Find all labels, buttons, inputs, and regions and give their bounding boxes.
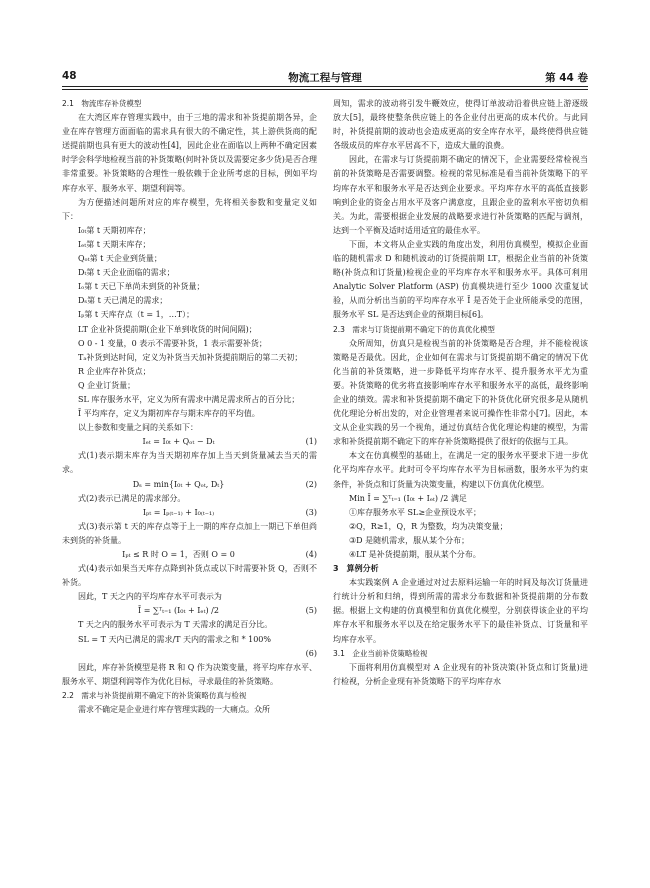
equation-formula: Iₚₜ ≤ R 时 O = 1，否则 O = 0 (122, 550, 235, 559)
paragraph: Min Ī = ∑ᵀₜ₌₁ (I₀ₜ + Iₑₜ) /2 满足 (349, 493, 467, 503)
definition-item: Iₒ第 t 天已下单尚未到货的补货量； (78, 282, 205, 292)
paragraph: 为方便描述问题所对应的库存模型，先将相关参数和变量定义如下： (62, 197, 317, 221)
header-rule-top (62, 86, 588, 87)
equation (62, 604, 317, 618)
section-heading: 3 算例分析 (333, 564, 379, 574)
definition-item: Dₜ第 t 天企业面临的需求； (78, 268, 175, 278)
journal-title: 物流工程与管理 (288, 72, 362, 84)
paragraph: 众所周知，仿真只是检视当前的补货策略是否合理，并不能检视该策略是否最优。因此，企业如何在需求与订货提前期不确定的情况下优化当前的补货策略，进一步降低平均库存水平、提升服务水平尤为重要。补货策略的优劣将直接影响库存水平和服务水平的高低，最终影响企业的绩效。需求和补货提前期不确定下的补货优化研究很多是从随机优化理论分析出发的，对企业管理者来说可操作性非常小[7]。因此，本文从企业实践的另一个视角，通过仿真结合优化理论构建的模型，为需求和补货提前期不确定下的库存补货策略提供了很好的依据与工具。 (333, 338, 588, 447)
paragraph: 下面，本文将从企业实践的角度出发，利用仿真模型，模拟企业面临的随机需求 D 和随机波动的订货提前期 LT，根据企业当前的补货策略(补货点和订货量)检视企业的平均库存水平和服务水平。具体可利用 Analytic Solver Platform (ASP) 仿真模块进行至少 1000 次重复试验，从而分析出当前的平均库存水平 Ī 是否处于企业所能承受的范围，服务水平 SL 是否达到企业的预期目标[6]。 (333, 239, 588, 320)
equation-number: (4) (305, 550, 317, 559)
equation-number: (3) (305, 507, 317, 517)
equation-formula: Ī = ∑ᵀₜ₌₁ (I₀ₜ + Iₑₜ) /2 (138, 606, 219, 616)
paragraph: SL = T 天内已满足的需求/T 天内的需求之和 * 100% (78, 634, 271, 644)
paragraph: 以上参数和变量之间的关系如下： (78, 423, 198, 433)
definition-item: SL 库存服务水平，定义为所有需求中满足需求所占的百分比； (78, 394, 300, 404)
subsection-heading: 3.1 企业当前补货策略检视 (333, 648, 428, 658)
equation-number: (6) (305, 648, 317, 658)
paragraph: 因此，T 天之内的平均库存水平可表示为 (78, 592, 222, 602)
paragraph: 因此，库存补货模型是将 R 和 Q 作为决策变量，将平均库存水平、服务水平、期望利润等作为优化目标，寻求最佳的补货策略。 (62, 662, 317, 686)
paragraph: 本文在仿真模型的基础上，在满足一定的服务水平要求下进一步优化平均库存水平。此时可令平均库存水平为目标函数，服务水平为约束条件，补货点和订货量为决策变量，构建以下仿真优化模型。 (333, 451, 588, 489)
paragraph: 本实践案例 A 企业通过对过去原料运输一年的时间及每次订货量进行统计分析和归纳，得到所需的需求分布数据和补货提前期的分布数据。根据上文构建的仿真模型和仿真优化模型，分别获得该企业的平均库存水平和服务水平以及在给定服务水平下的最佳补货点、订货量和平均库存水平。 (333, 578, 588, 644)
equation (62, 506, 317, 520)
paragraph: 需求不确定是企业进行库存管理实践的一大痛点。众所 (78, 705, 270, 715)
paragraph: 式(3)表示第 t 天的库存点等于上一期的库存点加上一期已下单但尚未到货的补货量。 (62, 521, 317, 545)
left-column (62, 97, 317, 717)
equation-number: (1) (305, 437, 317, 447)
paragraph: 因此，在需求与订货提前期不确定的情况下，企业需要经常检视当前的补货策略是否需要调整。检视的常见标准是看当前补货策略下的平均库存水平和服务水平是否达到企业要求。平均库存水平的高低直接影响到企业的资金占用水平及客户满意度，且跟企业的盈利水平密切负相关。为此，需要根据企业发展的战略要求进行补货策略的匹配与调剂，达到一个平衡及适时适用适宜的最佳水平。 (333, 155, 588, 235)
paragraph: 式(4)表示如果当天库存点降到补货点或以下时需要补货 Q，否则不补货。 (62, 564, 317, 588)
paragraph: 周知，需求的波动将引发牛鞭效应，使得订单波动沿着供应链上游逐级放大[5]，最终使整条供应链上的各企业付出更高的成本代价。与此同时，补货提前期的波动也会造成更高的安全库存水平，最终使得供应链各级成员的库存水平居高不下，造成大量的浪费。 (333, 99, 588, 151)
running-header (62, 68, 588, 86)
paragraph: 式(2)表示已满足的需求部分。 (78, 493, 186, 503)
definition-item: Iₑₜ第 t 天期末库存； (78, 239, 151, 249)
equation-number: (2) (305, 479, 317, 489)
paragraph: ④LT 是补货提前期，服从某个分布。 (349, 550, 481, 559)
equation (62, 478, 317, 492)
subsection-heading: 2.2 需求与补货提前期不确定下的补货策略仿真与检视 (62, 690, 247, 700)
definition-item: I₀ₜ第 t 天期初库存； (78, 225, 151, 235)
paragraph: 在大湾区库存管理实践中，由于三地的需求和补货提前期各异，企业在库存管理方面面临的需求具有很大的不确定性，其上游供货商的配送提前期也具有更大的波动性[4]，因此企业在面临以上两种不确定因素时学会科学地检视当前的补货策略(何时补货以及需要定多少货)是否合理非常重要。补货策略的合理性一般依赖于企业所考虑的目标，例如平均库存水平、服务水平、期望利润等。 (62, 113, 317, 193)
equation-formula: Iₚₜ = Iₚ₍ₜ₋₁₎ + I₀₍ₜ₋₁₎ (142, 507, 215, 517)
equation-formula: Dₛ = min{I₀ₜ + Qₒₜ, Dₜ} (132, 479, 225, 489)
right-column (333, 97, 588, 689)
equation (62, 548, 317, 562)
definition-item: Dₛ第 t 天已满足的需求； (78, 296, 168, 306)
definition-item: Qₒₜ第 t 天企业到货量； (78, 254, 162, 264)
subsection-heading: 2.1 物流库存补货模型 (62, 99, 142, 108)
definition-item: LT 企业补货提前期(企业下单到收货的时间间隔)； (78, 324, 257, 334)
definition-item: Ī 平均库存，定义为期初库存与期末库存的平均值。 (78, 409, 260, 419)
equation (62, 435, 317, 449)
header-rule-bottom (62, 89, 588, 90)
equation-number: (5) (305, 606, 317, 616)
definition-item: Q 企业订货量； (78, 380, 136, 390)
definition-item: R 企业库存补货点； (78, 366, 151, 376)
paragraph: T 天之内的服务水平可表示为 T 天需求的满足百分比。 (78, 620, 273, 630)
paragraph: ③D 是随机需求，服从某个分布； (349, 535, 470, 545)
definition-item: Iₚ第 t 天库存点（t = 1，…T）； (78, 310, 195, 320)
paragraph: 下面将利用仿真模型对 A 企业现有的补货决策(补货点和订货量)进行检视，分析企业现有补货策略下的平均库存水 (333, 662, 588, 686)
page-number: 48 (62, 70, 77, 82)
paragraph: 式(1)表示期末库存为当天期初库存加上当天到货量减去当天的需求。 (62, 451, 317, 475)
paragraph: ①库存服务水平 SL≥企业预设水平； (349, 507, 482, 517)
definition-item: Tₐ补货到达时间，定义为补货当天加补货提前期后的第二天初； (78, 352, 303, 362)
subsection-heading: 2.3 需求与订货提前期不确定下的仿真优化模型 (333, 324, 495, 334)
definition-item: O 0 - 1 变量，0 表示不需要补货，1 表示需要补货； (78, 338, 267, 348)
paragraph: ②Q，R≥1，Q，R 为整数，均为决策变量； (349, 521, 508, 531)
equation-formula: Iₑₜ = I₀ₜ + Qₒₜ − Dₜ (142, 437, 215, 447)
volume-label: 第 44 卷 (545, 72, 588, 84)
